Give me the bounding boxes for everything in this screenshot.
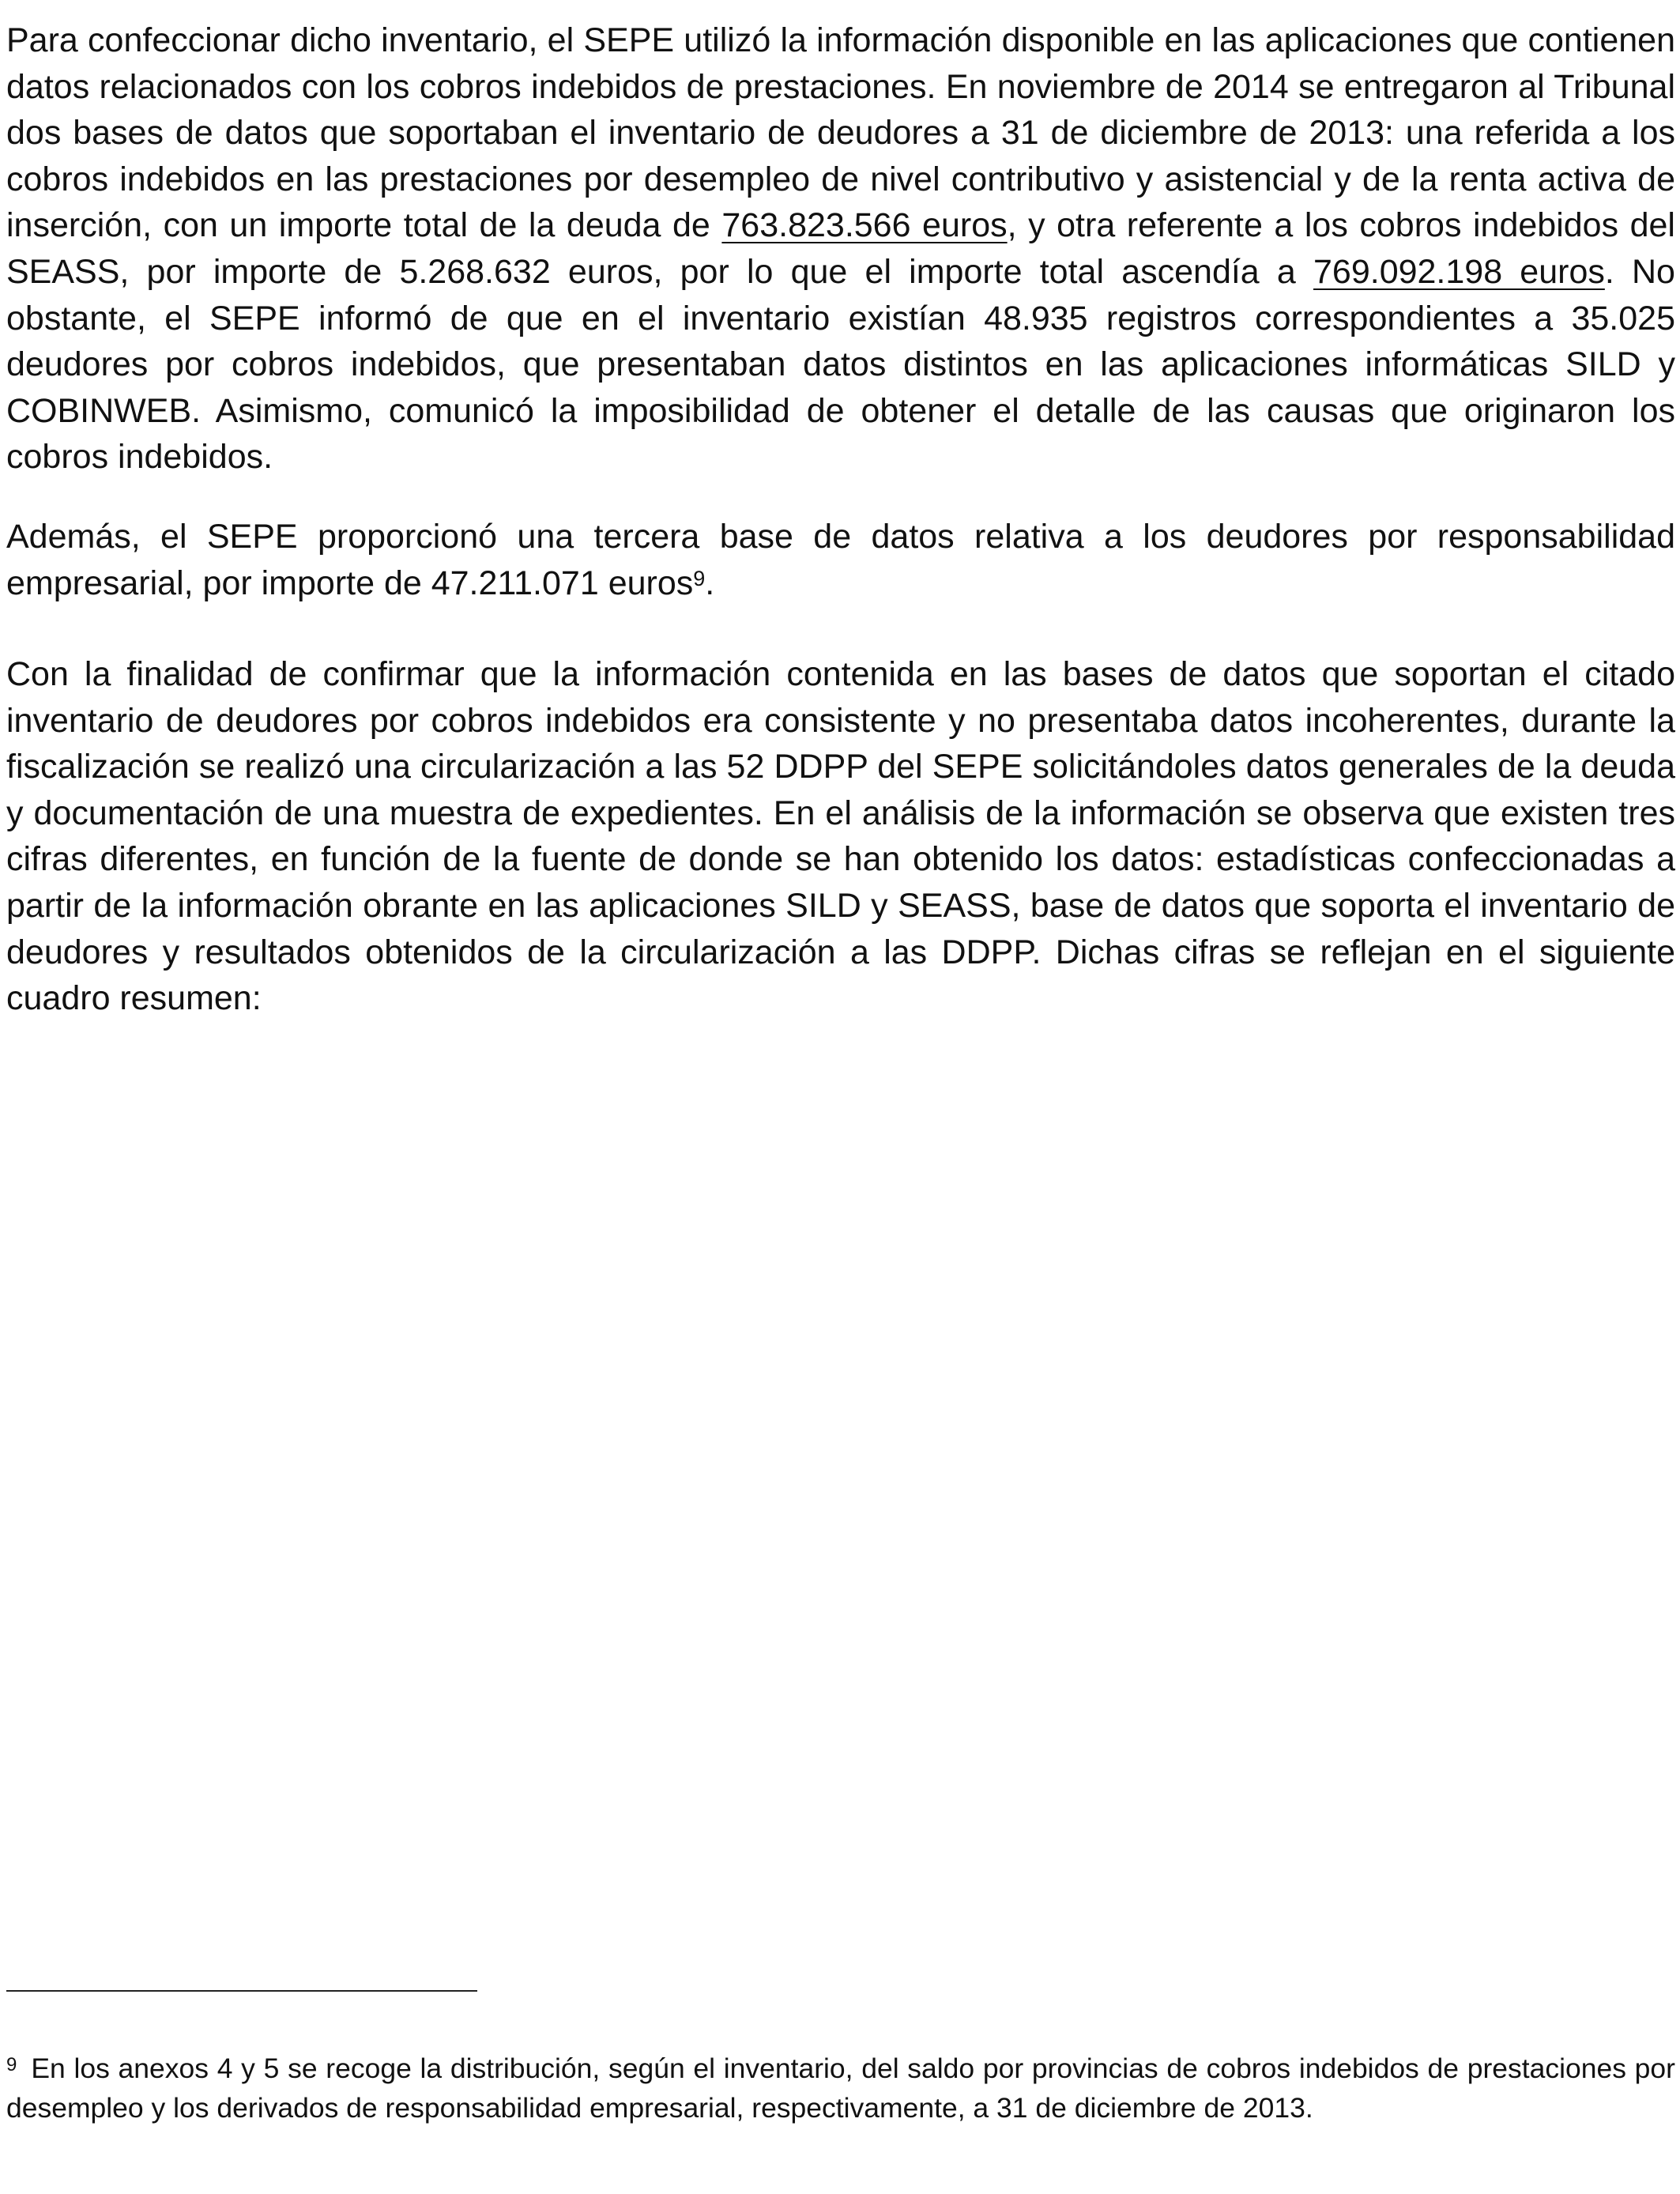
paragraph-circularizacion (6, 651, 1675, 1022)
footnote-number: 9 (6, 2054, 17, 2075)
footnote-separator (6, 1990, 477, 1992)
footnote-reference: 9 (693, 566, 706, 590)
paragraph-text: . No obstante, el SEPE informó de que en el inventario existían 48.935 registros correspondientes a 35.025 deudores por cobros indebidos, que presentaban datos distintos en las aplicaciones informáticas SILD y COBINWEB. Asimismo, comunicó la imposibilidad de obtener el detalle de las causas que originaron los cobros indebidos. (6, 252, 1675, 477)
paragraph-text: , y otra referente a los cobros indebidos del SEASS, por importe de 5.268.632 euros, por lo que el importe total ascendía a (6, 206, 1675, 291)
paragraph-text: Para confeccionar dicho inventario, el SEPE utilizó la información disponible en las aplicaciones que contienen datos relacionados con los cobros indebidos de prestaciones. En noviembre de 2014 se entregaron al Tribunal dos bases de datos que soportaban el inventario de deudores a 31 de diciembre de 2013: una referida a los cobros indebidos en las prestaciones por desempleo de nivel contributivo y asistencial y de la renta activa de inserción, con un importe total de la deuda de (6, 21, 1675, 245)
paragraph-text: . (705, 564, 715, 602)
underlined-amount-deuda: 763.823.566 euros (721, 206, 1008, 245)
footnote-text: En los anexos 4 y 5 se recoge la distribución, según el inventario, del saldo por provincias de cobros indebidos de prestaciones por desempleo y los derivados de responsabilidad empresarial, respectivamente, a 31 de diciembre de 2013. (6, 2053, 1675, 2124)
paragraph-inventario (6, 17, 1675, 481)
underlined-amount-total: 769.092.198 euros (1313, 252, 1605, 291)
paragraph-text: Además, el SEPE proporcionó una tercera base de datos relativa a los deudores por responsabilidad empresarial, por importe de 47.211.071 euros (6, 518, 1675, 602)
paragraph-text: Con la finalidad de confirmar que la información contenida en las bases de datos que soportan el citado inventario de deudores por cobros indebidos era consistente y no presentaba datos incoherentes, durante la fiscalización se realizó una circularización a las 52 DDPP del SEPE solicitándoles datos generales de la deuda y documentación de una muestra de expedientes. En el análisis de la información se observa que existen tres cifras diferentes, en función de la fuente de donde se han obtenido los datos: estadísticas confeccionadas a partir de la información obrante en las aplicaciones SILD y SEASS, base de datos que soporta el inventario de deudores y resultados obtenidos de la circularización a las DDPP. Dichas cifras se reflejan en el siguiente cuadro resumen: (6, 655, 1675, 1018)
footnote (6, 2049, 1675, 2128)
paragraph-responsabilidad-empresarial (6, 514, 1675, 606)
